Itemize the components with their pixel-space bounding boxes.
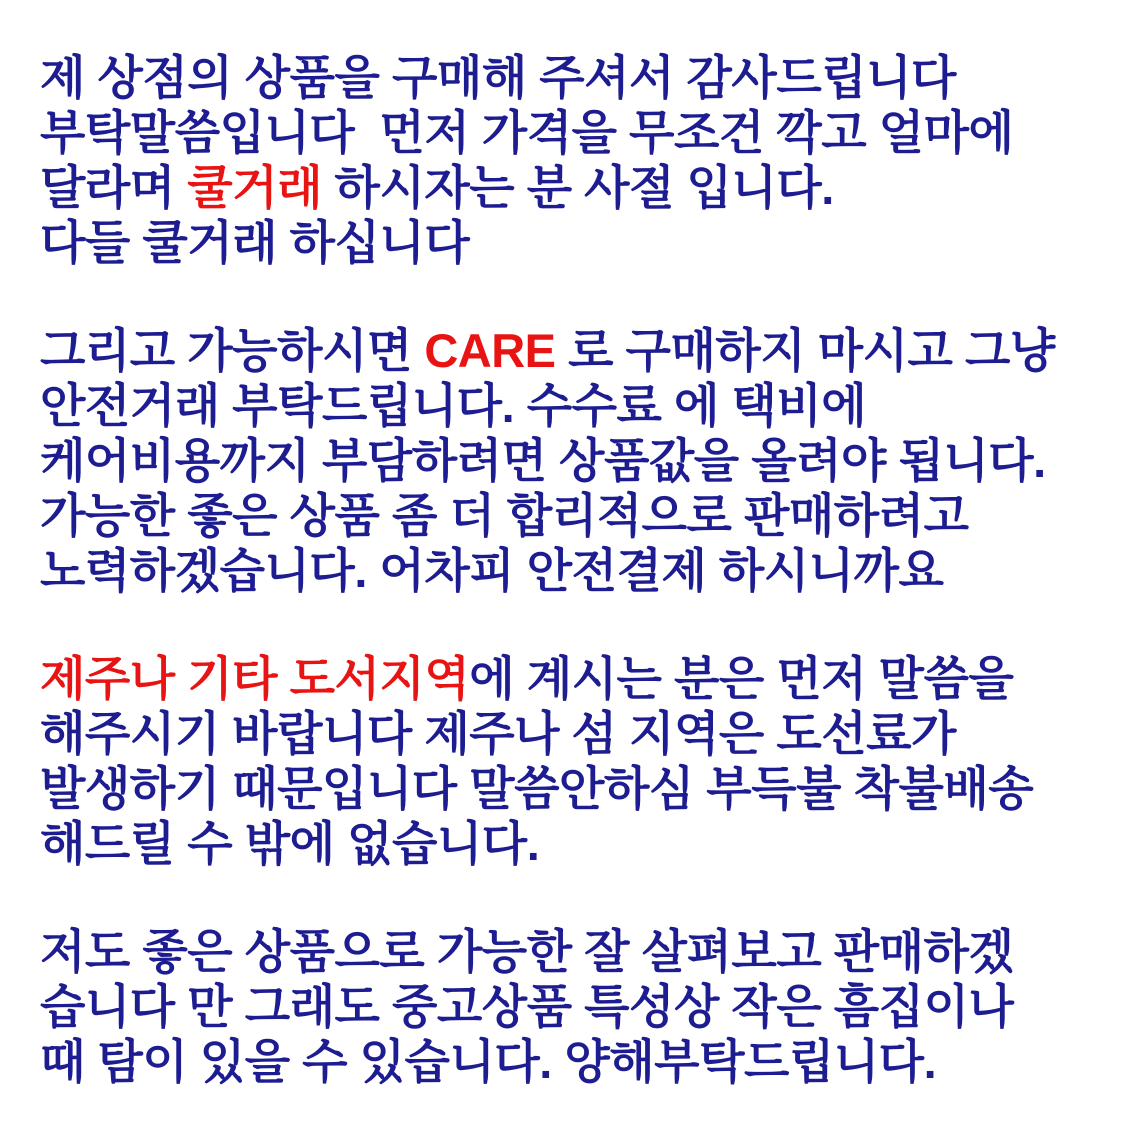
text-segment: 하시자는 분 사절 입니다. bbox=[321, 161, 834, 214]
text-segment: 로 구매하지 마시고 그냥 bbox=[555, 324, 1055, 377]
text-segment: 가능한 좋은 상품 좀 더 합리적으로 판매하려고 bbox=[40, 489, 969, 542]
text-line bbox=[40, 160, 1105, 215]
text-segment: 저도 좋은 상품으로 가능한 잘 살펴보고 판매하겠 bbox=[40, 925, 1014, 978]
text-segment: 그리고 가능하시면 bbox=[40, 324, 425, 377]
text-line bbox=[40, 433, 1105, 488]
text-line bbox=[40, 105, 1105, 160]
text-segment: 에 계시는 분은 먼저 말씀을 bbox=[469, 652, 1014, 705]
text-line bbox=[40, 488, 1105, 543]
text-segment: 습니다 만 그래도 중고상품 특성상 작은 흠집이나 bbox=[40, 980, 1014, 1033]
text-line bbox=[40, 979, 1105, 1034]
highlighted-text: CARE bbox=[424, 324, 556, 377]
text-segment: 해주시기 바랍니다 제주나 섬 지역은 도선료가 bbox=[40, 707, 956, 760]
text-line bbox=[40, 50, 1105, 105]
text-line bbox=[40, 543, 1105, 598]
text-segment: 때 탐이 있을 수 있습니다. 양해부탁드립니다. bbox=[40, 1035, 937, 1088]
paragraph-used-goods-caveat bbox=[40, 924, 1105, 1089]
text-line bbox=[40, 378, 1105, 433]
text-segment: 해드릴 수 밖에 없습니다. bbox=[40, 817, 540, 870]
text-segment: 제 상점의 상품을 구매해 주셔서 감사드립니다 bbox=[40, 51, 956, 104]
text-segment: 발생하기 때문입니다 말씀안하심 부득불 착불배송 bbox=[40, 762, 1034, 815]
text-segment: 부탁말씀입니다 먼저 가격을 무조건 깍고 얼마에 bbox=[40, 106, 1014, 159]
highlighted-text: 제주나 기타 도서지역 bbox=[40, 652, 470, 705]
text-line bbox=[40, 323, 1105, 378]
paragraph-island-shipping bbox=[40, 651, 1105, 871]
highlighted-text: 쿨거래 bbox=[187, 161, 322, 214]
text-segment: 달라며 bbox=[40, 161, 188, 214]
text-segment: 노력하겠습니다. 어차피 안전결제 하시니까요 bbox=[40, 544, 944, 597]
text-line bbox=[40, 706, 1105, 761]
text-line bbox=[40, 816, 1105, 871]
paragraph-greeting bbox=[40, 50, 1105, 270]
text-line bbox=[40, 215, 1105, 270]
paragraph-payment bbox=[40, 323, 1105, 598]
text-line bbox=[40, 1034, 1105, 1089]
text-segment: 다들 쿨거래 하십니다 bbox=[40, 216, 470, 269]
text-segment: 케어비용까지 부담하려면 상품값을 올려야 됩니다. bbox=[40, 434, 1046, 487]
text-line bbox=[40, 651, 1105, 706]
text-line bbox=[40, 761, 1105, 816]
text-line bbox=[40, 924, 1105, 979]
text-segment: 안전거래 부탁드립니다. 수수료 에 택비에 bbox=[40, 379, 867, 432]
